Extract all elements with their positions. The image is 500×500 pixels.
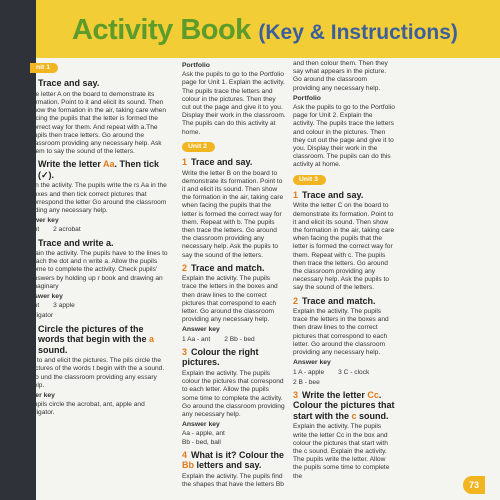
page-title-subtitle: (Key & Instructions) [258, 21, 458, 44]
c2-s4-heading: 4 What is it? Colour the Bb letters and say. [182, 449, 285, 471]
column-3 [293, 60, 395, 483]
c2-s2-body: Explain the activity. The pupils trace the letters in the boxes and then draw lines to the correct pictures that correspond to each letter. Go around the classroom providing any necessary help. [182, 275, 278, 324]
c2-s3-body: Explain the activity. The pupils colour the pictures that correspond to each letter. Allow the pupils some time to complete the activity. Go around the classroom providing any necessary help. [182, 369, 285, 418]
c1-s2-heading: Write the letter Aa. Then tick (✓). [38, 159, 160, 180]
c3-s3-body: Explain the activity. The pupils write the letter Cc in the box and colour the pictures that start with the c sound. Explain the activity. The pupils write the letter. Allow the pupils some time to complete the [293, 423, 390, 480]
c1-s1-body: the letter A on the board to demonstrate its formation. Point to it and elicit its sound. Then show the formation in the air, taking care when facing the pupils that the letter is formed the correct way for them. And repeat with a.The pupils then trace letters. Go around the classroom providing any necessary help. Ask them to say the sound of the letters. [30, 90, 166, 156]
c3-s2-answer-key: Answer key [293, 359, 331, 367]
c3-s1-body: Write the letter C on the board to demonstrate its formation. Point to it and elicit its sound. Then show the formation in the air, taking care when facing the pupils that the letter is formed the correct way for them. Repeat with c. The pupils then trace the letters. Go around the classroom providing any necessary help. Ask the pupils to say the sound of the letters. [293, 202, 395, 292]
c2-s3-key-a: Aa - apple, ant [182, 430, 225, 438]
c1-s2-key-row: ant 2 acrobat [30, 226, 81, 234]
c3-s3-heading: 3 Write the letter Cc. Colour the pictures that start with the c sound. [293, 389, 395, 421]
c2-s2-answer-key: Answer key [182, 326, 220, 334]
c1-s4-key-body: pupils circle the acrobat, ant, apple and alligator. [30, 401, 145, 417]
c3-s2-heading: 2 Trace and match. [293, 295, 376, 306]
c2-portfolio-heading: Portfolio [182, 62, 210, 69]
c3-s1-heading: 1 Trace and say. [293, 189, 364, 200]
page-title-main: Activity Book [72, 14, 251, 46]
c2-s2-key-row: 1 Aa - ant 2 Bb - bed [182, 335, 255, 343]
c1-s2-body: ain the activity. The pupils write the rs Aa in the boxes and then tick correct pictures that correspond the letter Go around the classroom viding any necessary help. [30, 182, 167, 214]
c1-s4-heading: Circle the pictures of the words that begin with the a sound. [38, 323, 155, 355]
c3-portfolio-body: Ask the pupils to go to the Portfolio page for Unit 2. Explain the activity. The pupils trace the letters and colour in the pictures. Then they cut out the page and give it to you. Display their work in the classroom. The pupils can do this activity at home. [293, 104, 395, 169]
c1-s3-answer-key: nswer key [30, 293, 63, 301]
c2-s2-heading: 2 Trace and match. [182, 262, 265, 273]
c2-s3-key-b: Bb - bed, ball [182, 438, 221, 446]
column-1 [30, 60, 170, 420]
page-number: 73 [463, 476, 485, 494]
c2-s3-heading: 3 Colour the right pictures. [182, 346, 259, 368]
c1-s4-body: in to and elicit the pictures. The pils circle the pictures of the words t begin with the a sound. Go und the classroom providing any essary help. [30, 357, 165, 389]
c2-s4-body: Explain the activity. The pupils find the shapes that have the letters Bb [182, 472, 284, 488]
c3-top-body: and then colour them. Then they say what appears in the picture. Go around the classroom providing any necessary help. [293, 60, 388, 92]
c2-portfolio-body: Ask the pupils to go to the Portfolio page for Unit 1. Explain the activity. The pupils trace the letters and colour in the pictures. Then they cut out the page and give it to you. Display their work in the classroom. The pupils can do this activity at home. [182, 71, 286, 136]
c2-s1-body: Write the letter B on the board to demonstrate its formation. Point to it and elicit its sound. Then show the formation in the air, taking care when facing the pupils that the letter is formed the correct way for them. Repeat with b. The pupils then trace the letters. Go around the classroom providing any necessary help. Ask the pupils to say the sound of the letters. [182, 169, 284, 259]
book-page [30, 0, 500, 500]
c1-s3-heading: Trace and write a. [38, 237, 114, 248]
c3-portfolio-heading: Portfolio [293, 94, 321, 102]
c1-s3-body: plain the activity. The pupils have to the lines to reach the dot and n write a. Allow the pupils some to complete the activity. Check pupils' answers by holding up r book and drawing an imaginary [30, 250, 168, 290]
c2-s3-answer-key: Answer key [182, 421, 220, 429]
c1-s4-answer-key: wer key [30, 391, 55, 399]
c1-s3-key-extra: alligator [30, 312, 54, 320]
column-2 [182, 60, 286, 491]
c3-s2-key-extra: 2 B - bee [293, 378, 320, 386]
unit-1-label: nit 1 [30, 63, 58, 73]
c1-s1-heading: Trace and say. [38, 78, 100, 89]
unit-3-label: Unit 3 [293, 175, 326, 185]
c1-s2-answer-key: swer key [30, 217, 59, 225]
c3-s2-body: Explain the activity. The pupils trace the letters in the boxes and then draw lines to the correct pictures that correspond to each letter. Go around the classroom providing any necessary help. [293, 308, 389, 357]
c2-s1-heading: 1 Trace and say. [182, 157, 253, 168]
page-title [72, 14, 458, 47]
c1-s3-key-row: ant 3 apple [30, 302, 75, 310]
c3-s2-key-row: 1 A - apple 3 C - clock [293, 368, 370, 376]
unit-2-label: Unit 2 [182, 142, 215, 152]
